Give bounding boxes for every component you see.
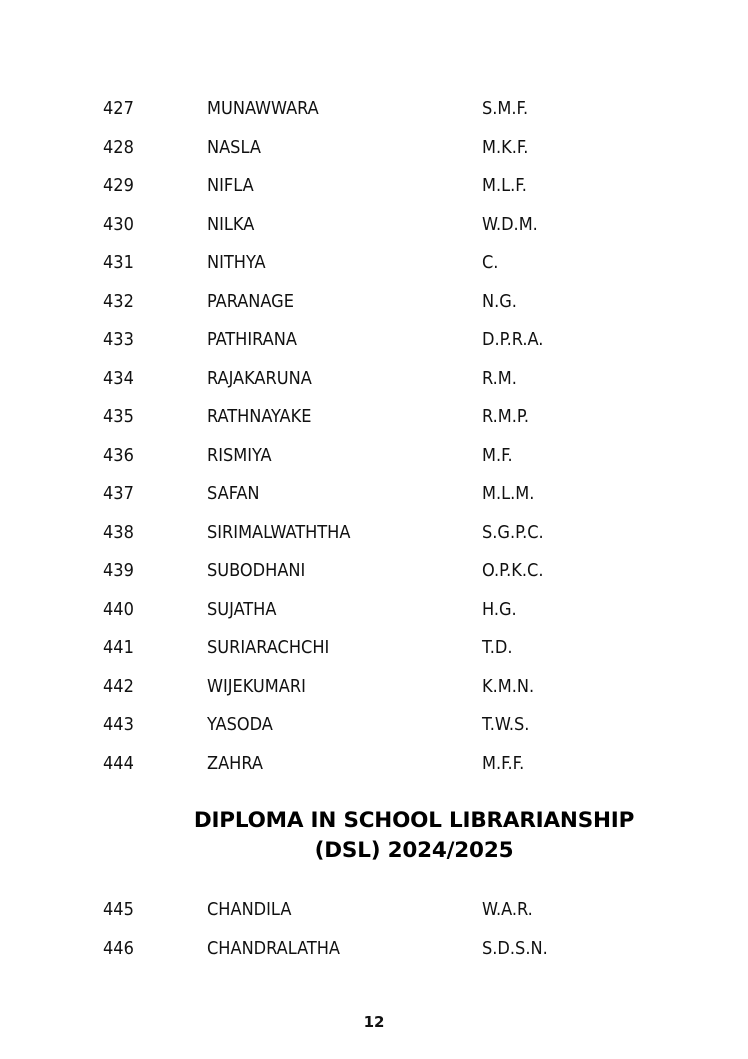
section-heading-line-1: DIPLOMA IN SCHOOL LIBRARIANSHIP [193, 808, 635, 833]
row-number: 427 [103, 98, 134, 119]
row-initials: M.L.F. [482, 175, 527, 196]
row-initials: W.A.R. [482, 899, 533, 920]
row-initials: M.F.F. [482, 752, 525, 774]
row-initials: N.G. [482, 290, 517, 312]
section-heading [0, 806, 748, 866]
list-row [0, 481, 748, 520]
row-number: 434 [103, 367, 134, 389]
row-initials: D.P.R.A. [482, 329, 544, 350]
row-initials: C. [482, 252, 499, 273]
list-row [0, 250, 748, 289]
row-name: RAJAKARUNA [207, 367, 312, 389]
row-number: 442 [103, 675, 134, 697]
row-initials: H.G. [482, 598, 517, 620]
row-initials: W.D.M. [482, 213, 538, 235]
list-row [0, 635, 748, 674]
row-number: 436 [103, 444, 134, 466]
row-number: 446 [103, 937, 134, 959]
row-number: 443 [103, 714, 134, 735]
row-initials: R.M. [482, 367, 517, 389]
row-initials: R.M.P. [482, 406, 529, 427]
row-initials: K.M.N. [482, 675, 535, 697]
page-number: 12 [363, 1013, 385, 1031]
row-number: 430 [103, 213, 134, 235]
row-name: NIFLA [207, 175, 254, 196]
row-number: 431 [103, 252, 134, 273]
list-row [0, 443, 748, 482]
row-name: SUBODHANI [207, 560, 306, 581]
row-number: 439 [103, 560, 134, 581]
list-row [0, 173, 748, 212]
row-name: NASLA [207, 136, 261, 158]
row-name: CHANDRALATHA [207, 937, 340, 959]
row-initials: M.L.M. [482, 483, 535, 504]
row-initials: T.W.S. [482, 714, 530, 735]
list-row [0, 289, 748, 328]
row-number: 432 [103, 290, 134, 312]
row-name: SIRIMALWATHTHA [207, 521, 351, 543]
row-name: RISMIYA [207, 444, 272, 466]
list-row [0, 404, 748, 443]
row-number: 437 [103, 483, 134, 504]
list-row [0, 674, 748, 713]
row-name: RATHNAYAKE [207, 406, 312, 427]
row-name: SURIARACHCHI [207, 637, 330, 658]
row-initials: M.F. [482, 444, 513, 466]
row-name: NITHYA [207, 252, 266, 273]
student-list-top [0, 96, 748, 789]
row-name: WIJEKUMARI [207, 675, 306, 697]
row-number: 444 [103, 752, 134, 774]
row-name: PARANAGE [207, 290, 294, 312]
section-heading-line-2: (DSL) 2024/2025 [314, 838, 514, 863]
list-row [0, 96, 748, 135]
row-number: 441 [103, 637, 134, 658]
row-number: 440 [103, 598, 134, 620]
row-name: YASODA [207, 714, 273, 735]
row-number: 435 [103, 406, 134, 427]
row-initials: S.G.P.C. [482, 521, 544, 543]
row-name: CHANDILA [207, 899, 292, 920]
row-name: SUJATHA [207, 598, 277, 620]
list-row [0, 327, 748, 366]
row-number: 429 [103, 175, 134, 196]
list-row [0, 712, 748, 751]
list-row [0, 135, 748, 174]
student-list-bottom [0, 897, 748, 974]
row-number: 433 [103, 329, 134, 350]
row-number: 438 [103, 521, 134, 543]
row-name: NILKA [207, 213, 255, 235]
list-row [0, 751, 748, 790]
list-row [0, 520, 748, 559]
row-name: PATHIRANA [207, 329, 297, 350]
list-row [0, 936, 748, 975]
row-number: 428 [103, 136, 134, 158]
row-initials: S.D.S.N. [482, 937, 548, 959]
row-name: SAFAN [207, 483, 260, 504]
list-row [0, 366, 748, 405]
row-number: 445 [103, 899, 134, 920]
row-initials: T.D. [482, 637, 513, 658]
row-initials: M.K.F. [482, 136, 529, 158]
row-initials: O.P.K.C. [482, 560, 544, 581]
row-initials: S.M.F. [482, 98, 529, 119]
list-row [0, 597, 748, 636]
list-row [0, 897, 748, 936]
list-row [0, 212, 748, 251]
list-row [0, 558, 748, 597]
row-name: MUNAWWARA [207, 98, 319, 119]
row-name: ZAHRA [207, 752, 263, 774]
